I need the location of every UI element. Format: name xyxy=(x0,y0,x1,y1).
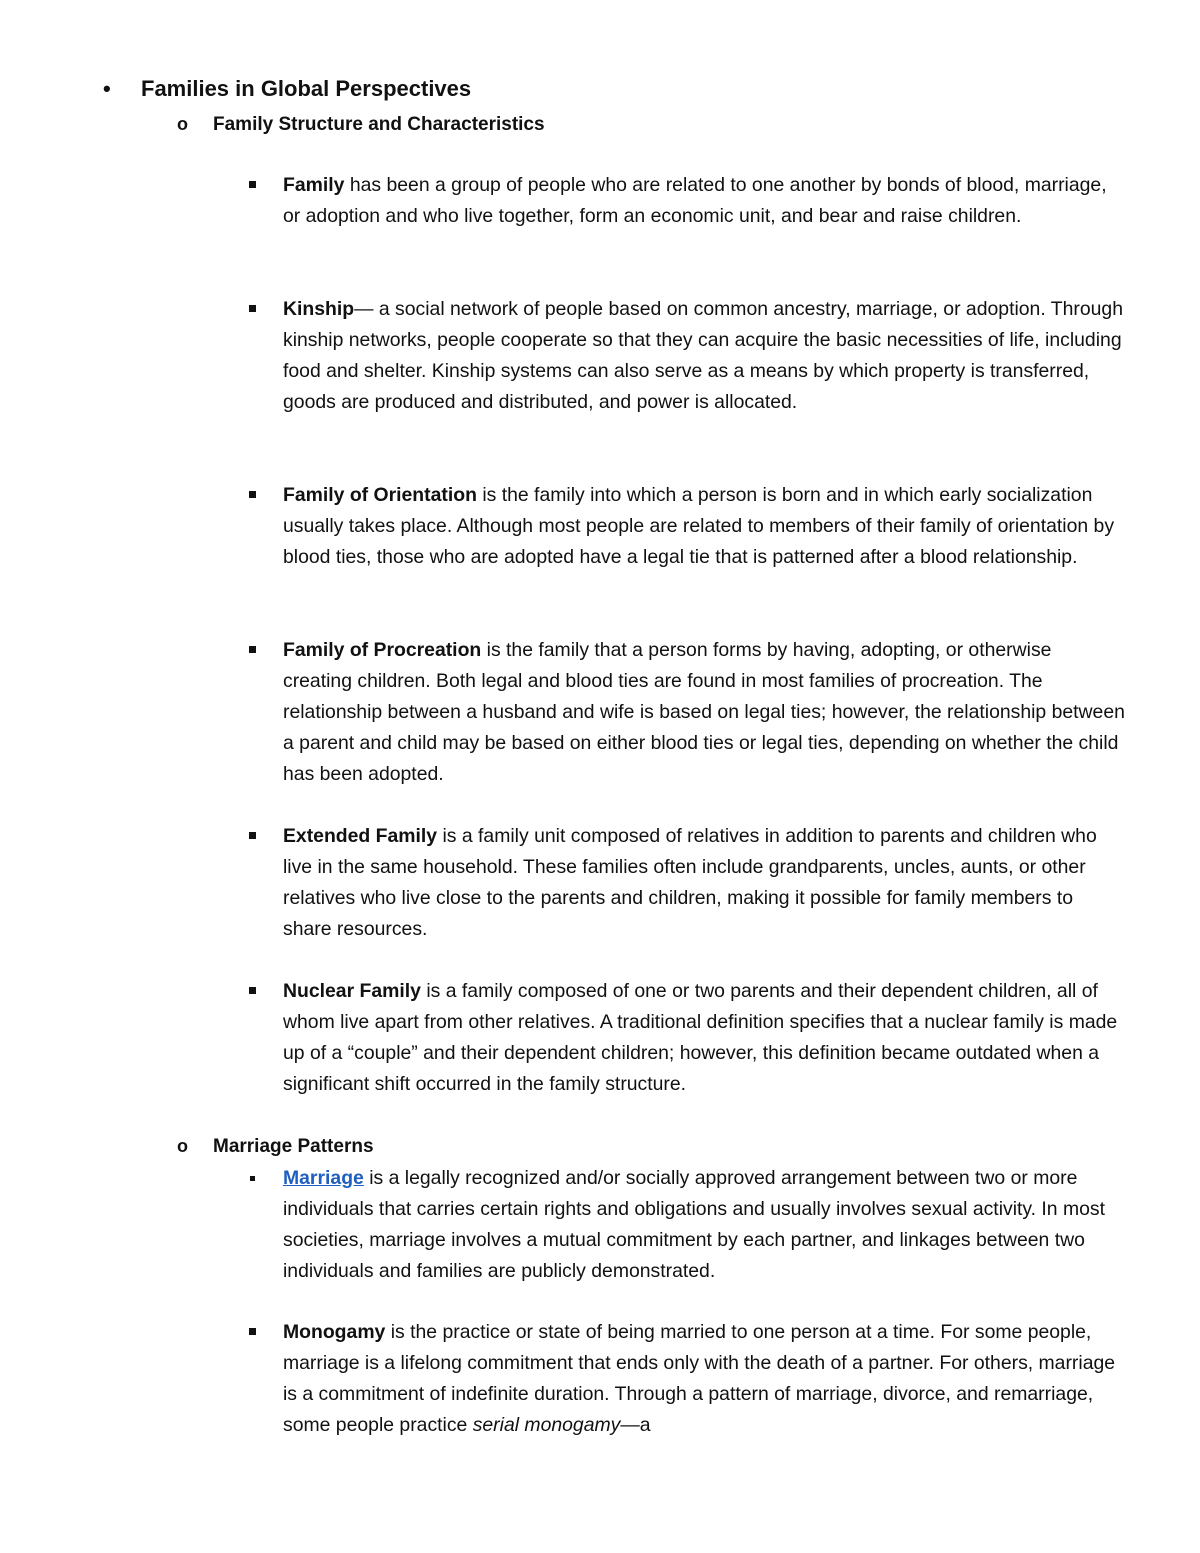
list-item-marriage xyxy=(245,1163,1125,1287)
list-item-monogamy xyxy=(245,1317,1125,1441)
square-bullet-icon xyxy=(249,491,256,498)
term-family: Family xyxy=(283,174,345,196)
term-family-of-procreation: Family of Procreation xyxy=(283,639,482,661)
term-family-of-orientation: Family of Orientation xyxy=(283,484,477,506)
list-item-kinship xyxy=(245,294,1125,418)
list-item-family-of-procreation xyxy=(245,635,1125,790)
term-monogamy: Monogamy xyxy=(283,1321,386,1343)
definition-text: has been a group of people who are related to one another by bonds of blood, marriage, or adoption and who live together, form an economic unit, and bear and raise children. xyxy=(283,174,1107,227)
list-item-family xyxy=(245,170,1125,232)
section-heading-marriage-patterns xyxy=(177,1132,374,1161)
definition-text: is a legally recognized and/or socially approved arrangement between two or more individuals that carries certain rights and obligations and usually involves sexual activity. In most societies, marriage involves a mutual commitment by each partner, and linkages between two individuals and families are publicly demonstrated. xyxy=(283,1167,1105,1282)
square-bullet-icon xyxy=(249,987,256,994)
list-item-family-of-orientation xyxy=(245,480,1125,573)
circle-bullet-icon: o xyxy=(177,114,188,134)
definition-tail: —a xyxy=(620,1414,651,1436)
definition-text: is the practice or state of being married to one person at a time. For some people, marriage is a lifelong commitment that ends only with the death of a partner. For others, marriage is a commitment of indefinite duration. Through a pattern of marriage, divorce, and remarriage, some people practice xyxy=(283,1321,1116,1436)
marriage-link[interactable]: Marriage xyxy=(283,1167,364,1189)
list-item-nuclear-family xyxy=(245,976,1125,1100)
circle-bullet-icon: o xyxy=(177,1136,188,1156)
main-heading-text: Families in Global Perspectives xyxy=(141,76,472,101)
square-bullet-icon xyxy=(250,1176,255,1181)
term-extended-family: Extended Family xyxy=(283,825,438,847)
square-bullet-icon xyxy=(249,832,256,839)
term-kinship: Kinship xyxy=(283,298,355,320)
definition-text: is a family composed of one or two parents and their dependent children, all of whom live apart from other relatives. A traditional definition specifies that a nuclear family is made up of a “couple” and their dependent children; however, this definition became outdated when a significant shift occurred in the family structure. xyxy=(283,980,1118,1095)
section-title: Family Structure and Characteristics xyxy=(213,114,545,135)
definition-text: is a family unit composed of relatives in addition to parents and children who live in the same household. These families often include grandparents, uncles, aunts, or other relatives who live close to the parents and children, making it possible for family members to share resources. xyxy=(283,825,1097,940)
square-bullet-icon xyxy=(249,305,256,312)
term-nuclear-family: Nuclear Family xyxy=(283,980,421,1002)
list-item-extended-family xyxy=(245,821,1125,945)
bullet-icon: • xyxy=(103,76,111,101)
section-title: Marriage Patterns xyxy=(213,1136,374,1157)
definition-text: — a social network of people based on common ancestry, marriage, or adoption. Through kinship networks, people cooperate so that they can acquire the basic necessities of life, including food and shelter. Kinship systems can also serve as a means by which property is transferred, goods are produced and distributed, and power is allocated. xyxy=(283,298,1123,413)
section-heading-family-structure xyxy=(177,110,545,139)
definition-text: is the family that a person forms by having, adopting, or otherwise creating children. Both legal and blood ties are found in most families of procreation. The relationship between a husband and wife is based on legal ties; however, the relationship between a parent and child may be based on either blood ties or legal ties, depending on whether the child has been adopted. xyxy=(283,639,1125,785)
square-bullet-icon xyxy=(249,646,256,653)
square-bullet-icon xyxy=(249,1328,256,1335)
italic-term-serial-monogamy: serial monogamy xyxy=(472,1414,621,1436)
square-bullet-icon xyxy=(249,181,256,188)
definition-text: is the family into which a person is born and in which early socialization usually takes place. Although most people are related to members of their family of orientation by blood ties, those who are adopted have a legal tie that is patterned after a blood relationship. xyxy=(283,484,1115,568)
